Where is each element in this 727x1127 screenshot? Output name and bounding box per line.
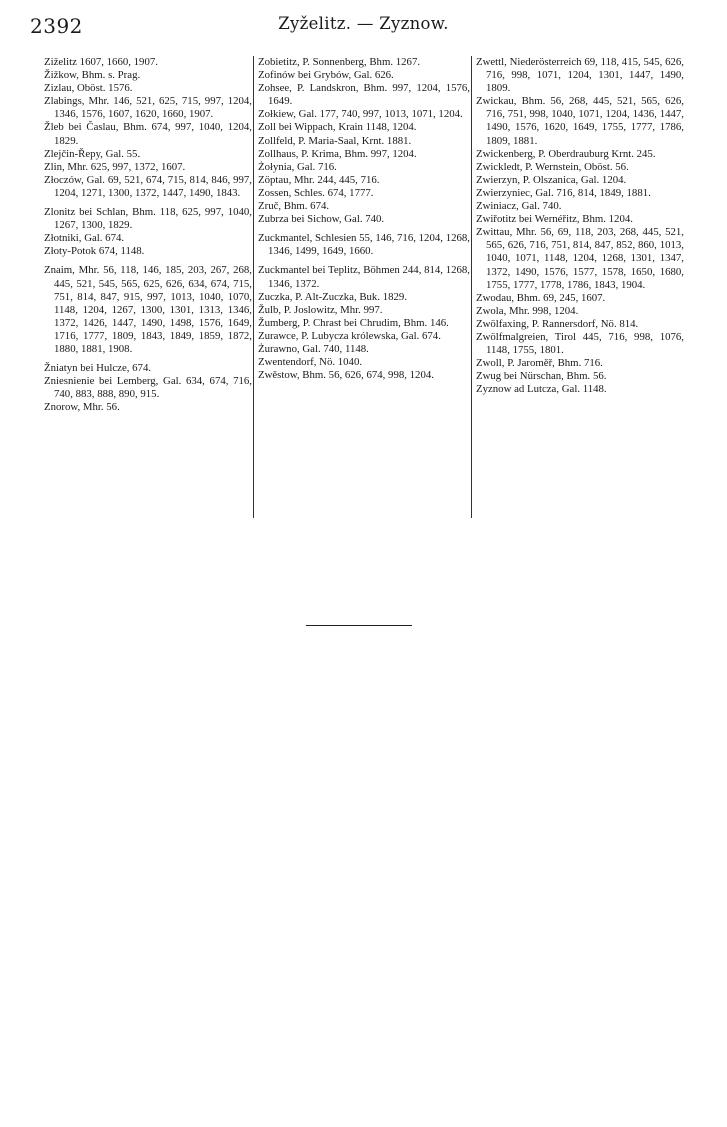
index-entry: Zwickenberg, P. Oberdrauburg Krnt. 245. <box>476 147 656 160</box>
index-entry: Zniesnienie bei Lemberg, Gal. 634, 674, 716, 740, 883, 888, 890, 915. <box>44 375 252 401</box>
index-entry: Zlabings, Mhr. 146, 521, 625, 715, 997, 1204, 1346, 1576, 1607, 1620, 1660, 1907. <box>44 95 252 121</box>
index-entry: Zohsee, P. Landskron, Bhm. 997, 1204, 1576, 1649. <box>258 82 470 108</box>
index-entry: Złoty-Potok 674, 1148. <box>44 245 145 258</box>
index-entry: Žumberg, P. Chrast bei Chrudim, Bhm. 146. <box>258 316 449 329</box>
index-entry: Zuczka, P. Alt-Zuczka, Buk. 1829. <box>258 290 408 303</box>
index-entry: Zossen, Schles. 674, 1777. <box>258 186 374 199</box>
index-entry: Zlejčin-Řepy, Gal. 55. <box>44 147 141 160</box>
index-entry: Zwěstow, Bhm. 56, 626, 674, 998, 1204. <box>258 369 434 382</box>
index-entry: Zwierzyn, P. Olszanica, Gal. 1204. <box>476 173 627 186</box>
index-entry: Zoll bei Wippach, Krain 1148, 1204. <box>258 121 417 134</box>
index-entry: Zwodau, Bhm. 69, 245, 1607. <box>476 291 606 304</box>
page-number: 2392 <box>30 14 83 38</box>
index-entry: Žleb bei Časlau, Bhm. 674, 997, 1040, 1204, 1829. <box>44 121 252 147</box>
index-entry: Zlin, Mhr. 625, 997, 1372, 1607. <box>44 160 186 173</box>
index-entry: Zyznow ad Lutcza, Gal. 1148. <box>476 383 607 396</box>
index-entry: Zollhaus, P. Krima, Bhm. 997, 1204. <box>258 147 417 160</box>
index-entry: Zwölfmalgreien, Tirol 445, 716, 998, 1076, 1148, 1755, 1801. <box>476 330 684 357</box>
index-entry: Zobietitz, P. Sonnenberg, Bhm. 1267. <box>258 56 421 68</box>
index-entry: Zwentendorf, Nö. 1040. <box>258 356 363 369</box>
index-entry: Zwoll, P. Jaroměř, Bhm. 716. <box>476 357 603 370</box>
index-entry: Żołynia, Gal. 716. <box>258 160 337 173</box>
index-entry: Zwug bei Nürschan, Bhm. 56. <box>476 370 607 383</box>
index-entry: Zwölfaxing, P. Rannersdorf, Nö. 814. <box>476 317 639 330</box>
index-entry: Zruč, Bhm. 674. <box>258 200 330 213</box>
index-entry: Zwickau, Bhm. 56, 268, 445, 521, 565, 626, 716, 751, 998, 1040, 1071, 1204, 1436, 1447, 1490, 1576, 1620, 1649, 1755, 1777, 1786, 1809, 1881. <box>476 95 684 147</box>
index-entry: Žniatyn bei Hulcze, 674. <box>44 362 152 375</box>
index-entry: Ziželitz 1607, 1660, 1907. <box>44 56 158 68</box>
index-entry: Zwola, Mhr. 998, 1204. <box>476 304 579 317</box>
index-entry: Žižkow, Bhm. s. Prag. <box>44 69 141 82</box>
index-entry: Znorow, Mhr. 56. <box>44 401 120 414</box>
index-entry: Żurawno, Gal. 740, 1148. <box>258 342 369 355</box>
index-entry: Zizlau, Oböst. 1576. <box>44 82 133 95</box>
index-entry: Zuckmantel bei Teplitz, Böhmen 244, 814, 1268, 1346, 1372. <box>258 264 470 290</box>
index-entry: Zofinów bei Grybów, Gal. 626. <box>258 69 394 82</box>
end-rule <box>306 625 412 626</box>
index-entry: Zwickledt, P. Wernstein, Oböst. 56. <box>476 160 629 173</box>
index-entry: Zołkiew, Gal. 177, 740, 997, 1013, 1071, 1204. <box>258 108 463 121</box>
index-entry: Zlonitz bei Schlan, Bhm. 118, 625, 997, 1040, 1267, 1300, 1829. <box>44 206 252 232</box>
index-entry: Zuckmantel, Schlesien 55, 146, 716, 1204, 1268, 1346, 1499, 1649, 1660. <box>258 232 470 258</box>
index-entry: Zubrza bei Sichow, Gal. 740. <box>258 213 385 226</box>
index-columns <box>44 56 684 518</box>
index-entry: Zwiniacz, Gal. 740. <box>476 200 562 213</box>
index-entry: Žulb, P. Joslowitz, Mhr. 997. <box>258 303 383 316</box>
index-entry: Zöptau, Mhr. 244, 445, 716. <box>258 173 380 186</box>
index-entry: Zwittau, Mhr. 56, 69, 118, 203, 268, 445, 521, 565, 626, 716, 751, 814, 847, 852, 860, 1013, 1040, 1071, 1148, 1204, 1268, 1301, 1347, 1372, 1490, 1576, 1577, 1578, 1650, 1680, 1755, 1777, 1778, 1786, 1843, 1904. <box>476 226 684 291</box>
index-entry: Znaim, Mhr. 56, 118, 146, 185, 203, 267, 268, 445, 521, 545, 565, 625, 626, 634, 674, 715, 751, 814, 847, 915, 997, 1013, 1040, 1070, 1148, 1204, 1267, 1300, 1301, 1313, 1346, 1372, 1426, 1447, 1490, 1498, 1576, 1649, 1716, 1777, 1809, 1843, 1849, 1859, 1872, 1880, 1881, 1908. <box>44 264 252 355</box>
index-column-3 <box>476 56 684 518</box>
index-entry: Zollfeld, P. Maria-Saal, Krnt. 1881. <box>258 134 412 147</box>
index-entry: Zurawce, P. Lubycza królewska, Gal. 674. <box>258 329 441 342</box>
index-column-1 <box>44 56 252 518</box>
running-title: Zyželitz. — Zyznow. <box>278 14 449 33</box>
index-entry: Złotniki, Gal. 674. <box>44 232 125 245</box>
index-entry: Zwierzyniec, Gal. 716, 814, 1849, 1881. <box>476 186 651 199</box>
index-entry: Zwiřotitz bei Wernéřitz, Bhm. 1204. <box>476 213 633 226</box>
index-entry: Zwettl, Niederösterreich 69, 118, 415, 545, 626, 716, 998, 1071, 1204, 1301, 1447, 1490, 1809. <box>476 56 684 95</box>
index-entry: Złoczów, Gal. 69, 521, 674, 715, 814, 846, 997, 1204, 1271, 1300, 1372, 1447, 1490, 1843. <box>44 173 252 199</box>
index-column-2 <box>258 56 470 518</box>
